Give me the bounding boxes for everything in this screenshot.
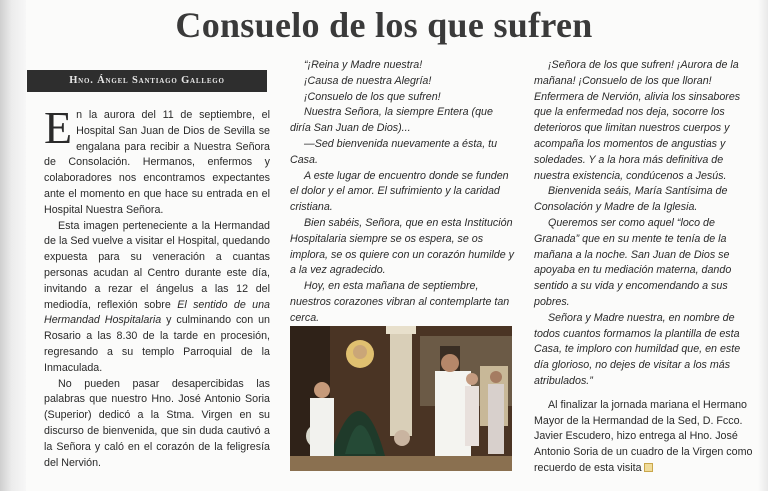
quote-paragraph-8: Queremos ser como aquel “loco de Granada” que en su mente te tenía de la mañana a la noche. San Juan de Dios se apoyaba en tu mediación materna, dando sentido a su vida y encomendando a sus pobres. [534,216,732,308]
quote-paragraph-6: ¡Señora de los que sufren! ¡Aurora de la mañana! ¡Consuelo de los que lloran! Enfermera de Nervión, alivia los sinsabores que la enfermedad nos deja, socorre los deterioros que limitan nuestros cuerpos y acompaña los momentos de angustias y soledades. Y a la hora más definitiva de nuestra existencia, condúcenos a Jesús. [534,59,741,182]
quote-paragraph-5: Hoy, en esta mañana de septiembre, nuestros corazones vibran al contemplarte tan cerca. [290,280,510,324]
quote-paragraph-4: Bien sabéis, Señora, que en esta Institución Hospitalaria siempre se os espera, se os implora, se os quiere con un corazón humilde y a la vez agradecido. [290,216,514,277]
paragraph-3: No pueden pasar desapercibidas las palabras que nuestro Hno. José Antonio Soria (Superior) dedicó a la Stma. Virgen en su discurso de bienvenida, que sin duda cautivó a la Señora y caló en el corazón de la feligresía del Nervión. [44,377,270,469]
column-2 [290,58,516,327]
quote-line-3: ¡Consuelo de los que sufren! [304,90,441,103]
quote-line-1: “¡Reina y Madre nuestra! [304,59,423,71]
paragraph-1: En la aurora del 11 de septiembre, el Hospital San Juan de Dios de Sevilla se engalana para recibir a Nuestra Señora de Consolación. Hermanos, enfermos y colaboradores nos encontramos expectantes ante el momento en que hace su entrada en el Hospital Nuestra Señora. [44,102,270,216]
quote-paragraph-9: Señora y Madre nuestra, en nombre de todos cuantos formamos la plantilla de esta Casa, te imploro con humildad que, en este día glorioso, no dejes de visitar a los más atribulados.” [534,311,741,387]
quote-paragraph-2: —Sed bienvenida nuevamente a ésta, tu Casa. [290,137,498,166]
article-title: Consuelo de los que sufren [175,5,593,45]
author-byline: Hno. Ángel Santiago Gallego [27,70,267,92]
quote-paragraph-7: Bienvenida seáis, María Santísima de Consolación y Madre de la Iglesia. [534,185,728,214]
quote-line-2: ¡Causa de nuestra Alegría! [304,74,432,87]
quote-paragraph-3: A este lugar de encuentro donde se funden el dolor y el amor. El sufrimiento y la caridad cristiana. [290,169,509,214]
page-edge-shadow [758,0,768,491]
drop-cap: E [44,102,73,153]
photo-illustration [290,326,512,471]
italic-title: El sentido de una Hermandad Hospitalaria [44,298,270,327]
quote-paragraph-1: Nuestra Señora, la siempre Entera (que diría San Juan de Dios)... [290,106,493,135]
column-3 [534,58,756,477]
procession-photo [290,326,512,471]
closing-paragraph: Al finalizar la jornada mariana el Hermano Mayor de la Hermandad de la Sed, D. Fcco. Javier Escudero, hizo entrega al Hno. José Antonio Soria de un cuadro de la Virgen como recuerdo de esta visita [534,398,753,474]
column-1 [44,102,271,471]
page-binding-shadow [0,0,26,491]
end-mark-icon [644,463,653,472]
paragraph-2: Esta imagen perteneciente a la Hermandad de la Sed vuelve a visitar el Hospital, quedando expuesta para su veneración a cuantas personas acudan al Centro durante este día, invitando a rezar el ángelus a las 12 del mediodía, reflexión sobre El sentido de una Hermandad Hospitalaria y culminando con un Rosario a las 8.30 de la tarde en procesión, regresando a su templo Parroquial de la Inmaculada. [44,219,271,374]
